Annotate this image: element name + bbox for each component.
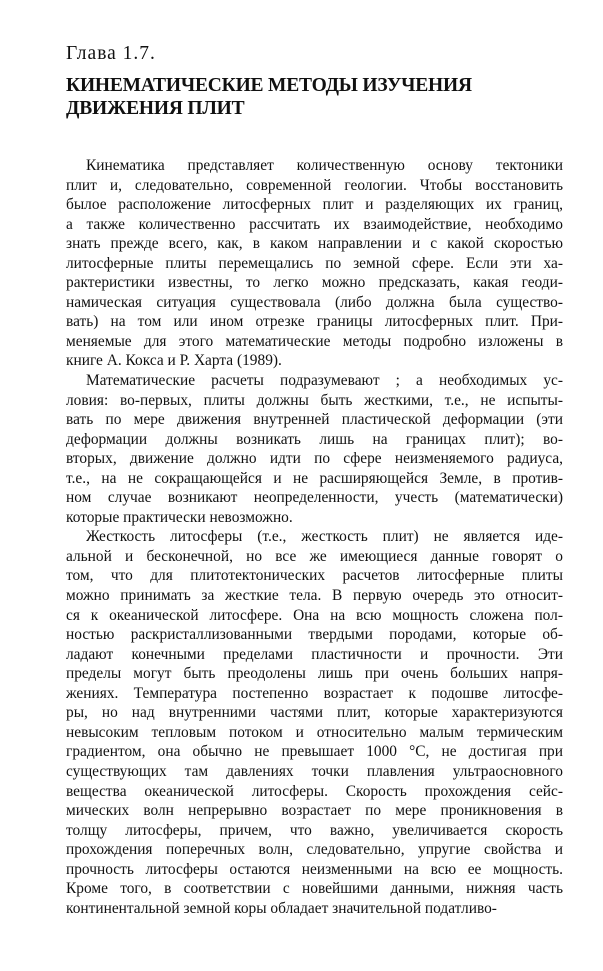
text-line: вать) на том или ином отрезке границы литосферных плит. При- — [66, 313, 563, 331]
paragraph-calculations — [66, 371, 563, 527]
text-line: т.е., на не сокращающейся и не расширяющейся Земле, в против- — [66, 469, 563, 487]
text-line: литосферные плиты перемещались по земной сфере. Если эти ха- — [66, 254, 563, 272]
text-line: континентальной земной коры обладает значительной податливо- — [66, 899, 497, 917]
paragraph-rigidity — [66, 527, 563, 918]
text-line: намическая ситуация существовала (либо должна была существо- — [66, 293, 563, 311]
text-line: Кроме того, в соответствии с новейшими данными, нижняя часть — [66, 880, 563, 898]
text-line: меняемые для этого математические методы подробно изложены в — [66, 332, 563, 350]
text-line: том, что для плитотектонических расчетов литосферные плиты — [66, 567, 563, 585]
text-line: вещества океанической литосферы. Скорость прохождения сейс- — [66, 782, 563, 800]
text-line: Кинематика представляет количественную основу тектоники — [86, 157, 563, 174]
text-line: книге А. Кокса и Р. Харта (1989). — [66, 352, 282, 370]
text-line: которые практически невозможно. — [66, 508, 293, 526]
paragraph-kinematics — [66, 156, 563, 371]
text-line: можно принимать за жесткие тела. В первую очередь это относит- — [66, 587, 563, 605]
text-line: рактеристики известны, то легко можно предсказать, какая геоди- — [66, 274, 563, 292]
text-line: прохождения поперечных волн, следовательно, упругие свойства и — [66, 841, 563, 859]
text-line: ловия: во-первых, плиты должны быть жесткими, т.е., не испыты- — [66, 391, 563, 409]
text-line: ном случае возникают неопределенности, учесть (математически) — [66, 489, 563, 507]
text-line: Математические расчеты подразумевают ; а необходимых ус- — [86, 372, 563, 390]
chapter-label: Глава 1.7. — [66, 43, 156, 64]
text-line: ладают конечными пределами пластичности и прочности. Эти — [66, 645, 563, 663]
text-line: ся к океанической литосфере. Она на всю мощность сложена пол- — [66, 606, 563, 624]
text-line: вать по мере движения внутренней пластической деформации (эти — [66, 411, 563, 429]
text-line: градиентом, она обычно не превышает 1000 °С, не достигая при — [66, 743, 563, 761]
text-line: мических волн непрерывно возрастает по мере проникновения в — [66, 802, 563, 820]
text-line: жениях. Температура постепенно возрастает к подошве литосфе- — [66, 684, 563, 702]
text-line: ностью раскристаллизованными твердыми породами, которые об- — [66, 626, 563, 644]
text-line: знать прежде всего, как, в каком направлении и с какой скоростью — [66, 235, 563, 253]
chapter-title-line: КИНЕМАТИЧЕСКИЕ МЕТОДЫ ИЗУЧЕНИЯ — [66, 75, 472, 96]
text-line: а также количественно рассчитать их взаимодействие, необходимо — [66, 215, 563, 233]
text-line: существующих там давлениях точки плавления ультраосновного — [66, 762, 563, 780]
text-line: прочность литосферы остаются неизменными на всю ее мощность. — [66, 860, 563, 878]
text-line: вторых, движение должно идти по сфере неизменяемого радиуса, — [66, 450, 563, 468]
text-line: ры, но над внутренними частями плит, которые характеризуются — [66, 704, 563, 722]
text-line: толщу литосферы, причем, что важно, увеличивается скорость — [66, 821, 563, 839]
text-line: былое расположение литосферных плит и разделяющих их границ, — [66, 196, 563, 214]
text-line: деформации должны возникать лишь на границах плит); во- — [66, 430, 563, 448]
chapter-title — [66, 74, 563, 120]
text-line: альной и бесконечной, но все же имеющиеся данные говорят о — [66, 547, 563, 565]
text-line: Жесткость литосферы (т.е., жесткость плит) не является иде- — [86, 528, 563, 546]
text-line: невысоким тепловым потоком и относительно малым термическим — [66, 723, 563, 741]
text-line: пределы могут быть преодолены лишь при очень больших напря- — [66, 665, 563, 683]
text-line: плит и, следовательно, современной геологии. Чтобы восстановить — [66, 176, 563, 194]
chapter-title-line: ДВИЖЕНИЯ ПЛИТ — [66, 98, 245, 119]
